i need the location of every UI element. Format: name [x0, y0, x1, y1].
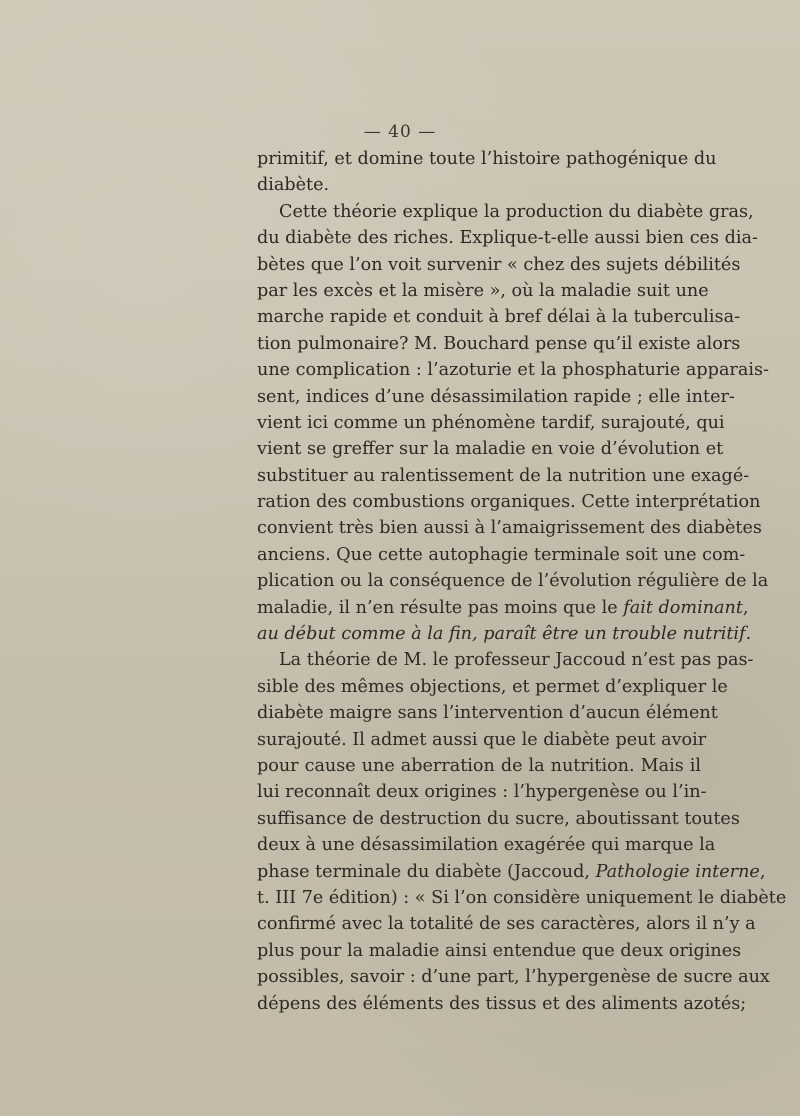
text-segment: , [759, 861, 766, 882]
body-text [257, 146, 787, 1017]
text-line: diabète maigre sans l’intervention d’aucun élément [257, 703, 718, 724]
text-line: substituer au ralentissement de la nutrition une exagé- [257, 465, 750, 486]
text-line: deux à une désassimilation exagérée qui marque la [257, 835, 716, 856]
text-line: pour cause une aberration de la nutrition. Mais il [257, 755, 701, 776]
text-line [257, 621, 752, 647]
text-line: marche rapide et conduit à bref délai à la tuberculisa- [257, 307, 741, 328]
text-line: vient ici comme un phénomène tardif, surajouté, qui [257, 412, 725, 433]
text-line: surajouté. Il admet aussi que le diabète peut avoir [257, 729, 707, 750]
text-line: diabète. [257, 175, 330, 196]
text-line: primitif, et domine toute l’histoire pathogénique du [257, 149, 717, 169]
text-line: par les excès et la misère », où la maladie suit une [257, 280, 709, 301]
text-line: convient très bien aussi à l’amaigrissement des diabètes [257, 518, 762, 539]
text-line: sible des mêmes objections, et permet d’expliquer le [257, 676, 728, 697]
text-line: anciens. Que cette autophagie terminale soit une com- [257, 544, 746, 565]
text-line: sent, indices d’une désassimilation rapide ; elle inter- [257, 386, 735, 407]
text-line: confirmé avec la totalité de ses caractères, alors il n’y a [257, 914, 756, 935]
text-line: bètes que l’on voit survenir « chez des sujets débilités [257, 254, 741, 275]
text-line: t. III 7e édition) : « Si l’on considère uniquement le diabète [257, 887, 787, 908]
italic-phrase: au début comme à la fin, paraît être un trouble nutritif [257, 624, 746, 645]
text-segment: maladie, il n’en résulte pas moins que le [257, 597, 624, 618]
italic-phrase: Pathologie interne [595, 861, 760, 882]
text-line: possibles, savoir : d’une part, l’hypergenèse de sucre aux [257, 967, 770, 988]
text-segment: , [742, 597, 749, 618]
text-line: plus pour la maladie ainsi entendue que deux origines [257, 940, 742, 961]
text-line: dépens des éléments des tissus et des aliments azotés; [257, 993, 747, 1014]
text-line: vient se greffer sur la maladie en voie d’évolution et [257, 439, 724, 460]
text-line: tion pulmonaire? M. Bouchard pense qu’il existe alors [257, 333, 741, 354]
text-line: Cette théorie explique la production du diabète gras, [279, 201, 754, 222]
text-line [257, 595, 749, 621]
text-line: une complication : l’azoturie et la phosphaturie apparais- [257, 360, 769, 381]
text-line: La théorie de M. le professeur Jaccoud n’est pas pas- [279, 650, 754, 671]
text-line: ration des combustions organiques. Cette interprétation [257, 492, 761, 513]
text-line: lui reconnaît deux origines : l’hypergenèse ou l’in- [257, 782, 707, 803]
text-segment: phase terminale du diabète (Jaccoud, [257, 861, 596, 882]
text-line: suffisance de destruction du sucre, aboutissant toutes [257, 808, 740, 829]
page-number: — 40 — [363, 122, 437, 142]
text-line [257, 859, 766, 885]
italic-phrase: fait dominant [623, 597, 743, 618]
text-line: plication ou la conséquence de l’évolution régulière de la [257, 571, 769, 592]
text-line: du diabète des riches. Explique-t-elle aussi bien ces dia- [257, 228, 758, 249]
text-segment: . [745, 624, 752, 645]
